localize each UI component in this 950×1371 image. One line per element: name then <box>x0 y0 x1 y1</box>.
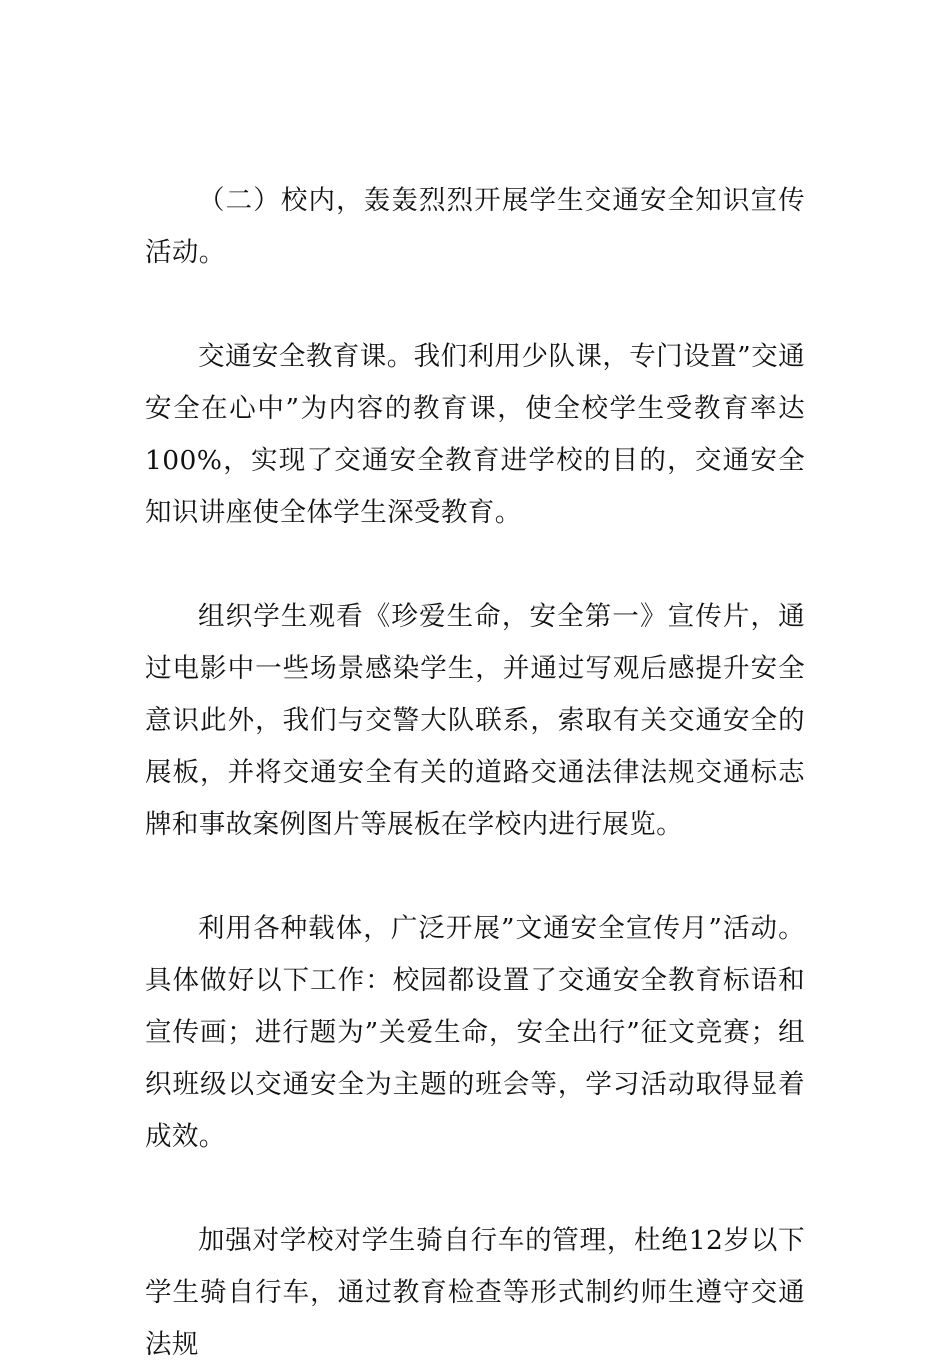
document-body <box>145 175 805 1371</box>
paragraph-film-and-exhibition: 组织学生观看《珍爱生命，安全第一》宣传片，通过电影中一些场景感染学生，并通过写观后感提升安全意识此外，我们与交警大队联系，索取有关交通安全的展板，并将交通安全有关的道路交通法律法规交通标志牌和事故案例图片等展板在学校内进行展览。 <box>145 601 805 840</box>
paragraph-safety-class: 交通安全教育课。我们利用少队课，专门设置”交通安全在心中”为内容的教育课，使全校学生受教育率达100%，实现了交通安全教育进学校的目的，交通安全知识讲座使全体学生深受教育。 <box>145 341 805 528</box>
paragraph-bicycle-management: 加强对学校对学生骑自行车的管理，杜绝12岁以下学生骑自行车，通过教育检查等形式制约师生遵守交通法规 <box>145 1225 805 1360</box>
paragraph-publicity-month: 利用各种载体，广泛开展”文通安全宣传月”活动。具体做好以下工作：校园都设置了交通安全教育标语和宣传画；进行题为”关爱生命，安全出行”征文竞赛；组织班级以交通安全为主题的班会等，学习活动取得显着成效。 <box>145 913 805 1152</box>
paragraph-campus-activities: （二）校内，轰轰烈烈开展学生交通安全知识宣传活动。 <box>145 185 805 268</box>
